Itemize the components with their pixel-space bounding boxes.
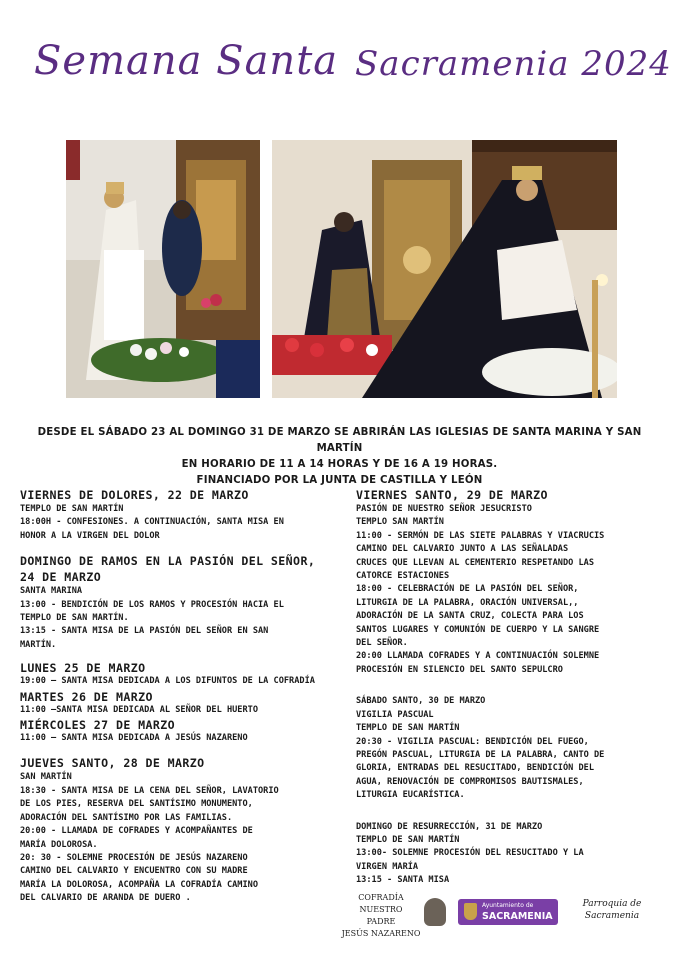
cofradia-line: PADRE	[366, 917, 396, 926]
schedule-line: 11:00 - SERMÓN DE LAS SIETE PALABRAS Y VIACRUCIS	[356, 530, 605, 541]
section-sabado-santo	[356, 695, 666, 802]
title-sacramenia-2024: Sacramenia 2024	[355, 44, 672, 84]
schedule-line: 13:00 - BENDICIÓN DE LOS RAMOS Y PROCESIÓN HACIA EL	[20, 599, 284, 610]
section-jueves-santo	[20, 755, 338, 905]
schedule-line: LITURGIA EUCARÍSTICA.	[356, 790, 465, 801]
schedule-line: 11:00 –SANTA MISA DEDICADA AL SEÑOR DEL HUERTO	[20, 704, 258, 715]
schedule-line: 20:30 - VIGILIA PASCUAL: BENDICIÓN DEL FUEGO,	[356, 736, 589, 747]
schedule-line: LITURGIA DE LA PALABRA, ORACIÓN UNIVERSAL,,	[356, 597, 579, 608]
section-title: DOMINGO DE RAMOS EN LA PASIÓN DEL SEÑOR,	[20, 554, 316, 569]
schedule-line: DEL CALVARIO DE ARANDA DE DUERO .	[20, 893, 191, 904]
schedule-line: MARTÍN.	[20, 639, 57, 650]
schedule-line: TEMPLO DE SAN MARTÍN.	[20, 613, 129, 624]
schedule-line: PROCESIÓN EN SILENCIO DEL SANTO SEPULCRO	[356, 664, 563, 675]
schedule-line: SANTA MARINA	[20, 586, 83, 597]
coat-of-arms-icon	[464, 903, 477, 920]
section-martes	[20, 691, 338, 717]
schedule-line: CRUCES QUE LLEVAN AL CEMENTERIO RESPETANDO LAS	[356, 557, 594, 568]
cofradia-emblem-icon	[424, 898, 446, 926]
schedule-line: MARÍA DOLOROSA.	[20, 839, 98, 850]
schedule-line: GLORIA, ENTRADAS DEL RESUCITADO, BENDICIÓN DEL	[356, 763, 594, 774]
parroquia-line: Sacramenia	[584, 911, 640, 921]
schedule-line: 13:15 - SANTA MISA DE LA PASIÓN DEL SEÑOR EN SAN	[20, 626, 269, 637]
schedule-line: AGUA, RENOVACIÓN DE COMPROMISOS BAUTISMALES,	[356, 776, 584, 787]
ayto-small-text: Ayuntamiento de	[482, 902, 534, 909]
schedule-line: 11:00 – SANTA MISA DEDICADA A JESÚS NAZARENO	[20, 733, 248, 744]
intro-notice	[20, 425, 659, 489]
logo-cofradia	[338, 890, 448, 936]
section-viernes-dolores	[20, 487, 338, 543]
section-title: VIERNES SANTO, 29 DE MARZO	[356, 488, 548, 502]
schedule-line: VIRGEN MARÍA	[356, 861, 419, 872]
schedule-line: CAMINO DEL CALVARIO Y ENCUENTRO CON SU MADRE	[20, 866, 248, 877]
section-domingo-ramos	[20, 553, 338, 652]
section-miercoles	[20, 719, 338, 745]
schedule-line: SÁBADO SANTO, 30 DE MARZO	[356, 696, 486, 707]
cofradia-text	[338, 892, 424, 940]
schedule-line: ADORACIÓN DE LA SANTA CRUZ, COLECTA PARA LOS	[356, 611, 584, 622]
schedule-left-column	[20, 487, 338, 916]
section-domingo-resurreccion	[356, 821, 666, 888]
schedule-line: SAN MARTÍN	[20, 772, 72, 783]
schedule-line: 19:00 – SANTA MISA DEDICADA A LOS DIFUNTOS DE LA COFRADÍA	[20, 676, 315, 687]
schedule-line: 13:00- SOLEMNE PROCESIÓN DEL RESUCITADO Y LA	[356, 848, 584, 859]
cofradia-line: JESÚS NAZARENO	[341, 929, 421, 938]
schedule-line: 20:00 - LLAMADA DE COFRADES Y ACOMPAÑANTES DE	[20, 826, 253, 837]
schedule-line: 20: 30 - SOLEMNE PROCESIÓN DE JESÚS NAZARENO	[20, 852, 248, 863]
schedule-line: 20:00 LLAMADA COFRADES Y A CONTINUACIÓN SOLEMNE	[356, 651, 600, 662]
schedule-line: DEL SEÑOR.	[356, 638, 408, 649]
schedule-line: DE LOS PIES, RESERVA DEL SANTÍSIMO MONUMENTO,	[20, 799, 253, 810]
schedule-line: 18:30 - SANTA MISA DE LA CENA DEL SEÑOR, LAVATORIO	[20, 785, 279, 796]
logo-ayuntamiento	[458, 899, 558, 925]
schedule-line: 13:15 - SANTA MISA	[356, 875, 450, 886]
intro-line: EN HORARIO DE 11 A 14 HORAS Y DE 16 A 19 HORAS.	[181, 459, 498, 470]
schedule-line: VIGILIA PASCUAL	[356, 709, 434, 720]
schedule-line: 18:00H - CONFESIONES. A CONTINUACIÓN, SANTA MISA EN	[20, 517, 284, 528]
photo-pasos-church	[272, 140, 617, 398]
schedule-line: TEMPLO DE SAN MARTÍN	[20, 504, 124, 514]
photo-virgin-altar	[66, 140, 260, 398]
ayto-name: SACRAMENIA	[482, 911, 553, 922]
title-semana-santa: Semana Santa	[34, 38, 339, 84]
schedule-line: HONOR A LA VIRGEN DEL DOLOR	[20, 530, 160, 541]
logo-parroquia	[572, 898, 652, 944]
schedule-line: CATORCE ESTACIONES	[356, 571, 450, 582]
schedule-right-column	[356, 487, 666, 898]
schedule-line: SANTOS LUGARES Y COMUNIÓN DE CUERPO Y LA SANGRE	[356, 624, 600, 635]
schedule-line: CAMINO DEL CALVARIO JUNTO A LAS SEÑALADAS	[356, 544, 569, 555]
schedule-line: DOMINGO DE RESURRECCIÓN, 31 DE MARZO	[356, 821, 543, 832]
section-title: VIERNES DE DOLORES, 22 DE MARZO	[20, 488, 249, 502]
parroquia-line: Parroquia de	[582, 899, 642, 909]
section-title: 24 DE MARZO	[20, 570, 102, 585]
section-lunes	[20, 662, 338, 688]
intro-line: FINANCIADO POR LA JUNTA DE CASTILLA Y LEÓN	[196, 475, 483, 486]
schedule-line: TEMPLO DE SAN MARTÍN	[356, 723, 460, 734]
section-title: MIÉRCOLES 27 DE MARZO	[20, 718, 175, 733]
cofradia-line: COFRADÍA NUESTRO	[358, 893, 404, 914]
schedule-line: PASIÓN DE NUESTRO SEÑOR JESUCRISTO	[356, 504, 532, 514]
schedule-line: PREGÓN PASCUAL, LITURGIA DE LA PALABRA, CANTO DE	[356, 749, 605, 760]
schedule-line: 18:00 - CELEBRACIÓN DE LA PASIÓN DEL SEÑOR,	[356, 584, 579, 595]
section-viernes-santo	[356, 487, 666, 677]
intro-line: DESDE EL SÁBADO 23 AL DOMINGO 31 DE MARZO SE ABRIRÁN LAS IGLESIAS DE SANTA MARINA Y SAN MARTÍN	[37, 427, 642, 454]
schedule-line: TEMPLO DE SAN MARTÍN	[356, 834, 460, 845]
schedule-line: ADORACIÓN DEL SANTÍSIMO POR LAS FAMILIAS.	[20, 812, 233, 823]
section-title: JUEVES SANTO, 28 DE MARZO	[20, 756, 205, 771]
schedule-line: TEMPLO SAN MARTÍN	[356, 517, 444, 528]
schedule-line: MARÍA LA DOLOROSA, ACOMPAÑA LA COFRADÍA CAMINO	[20, 879, 258, 890]
section-title: MARTES 26 DE MARZO	[20, 689, 153, 704]
section-title: LUNES 25 DE MARZO	[20, 661, 146, 676]
